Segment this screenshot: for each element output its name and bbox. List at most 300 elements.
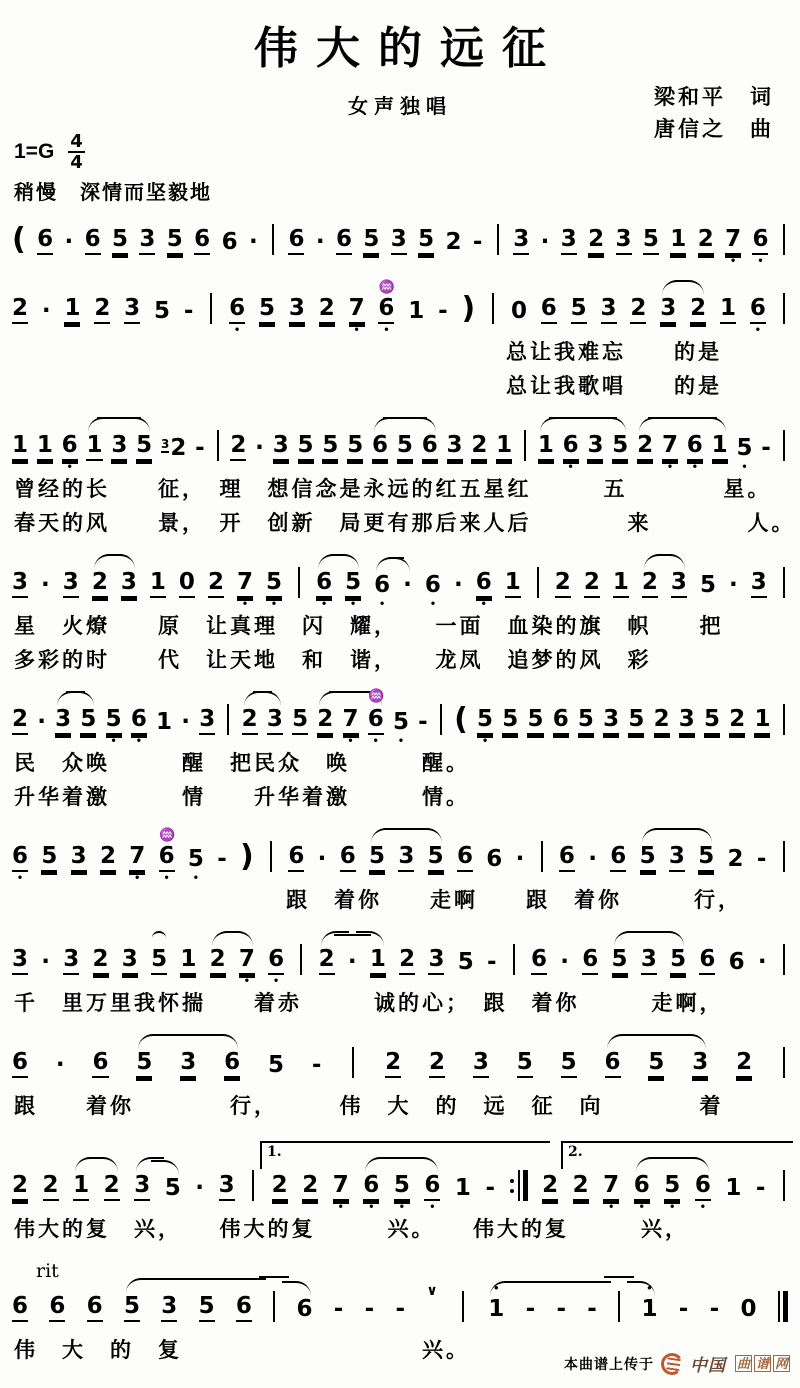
barline bbox=[780, 280, 788, 336]
augmentation-dot: · bbox=[540, 229, 550, 255]
barline bbox=[494, 211, 502, 267]
note: 1 bbox=[613, 556, 629, 610]
note: 6 • bbox=[374, 557, 390, 610]
low-octave-dot: • bbox=[235, 322, 240, 336]
note: 6 • bbox=[563, 417, 579, 473]
note: 3 bbox=[428, 933, 444, 987]
notation-line bbox=[8, 417, 792, 473]
dash: - bbox=[395, 1296, 406, 1322]
note: 2 bbox=[698, 213, 714, 267]
dash: - bbox=[526, 1281, 536, 1334]
notation-line bbox=[8, 1144, 792, 1213]
note: 5 bbox=[154, 298, 171, 324]
dash: - bbox=[438, 298, 448, 324]
note: 3 bbox=[587, 417, 603, 473]
note: ♒ 6 • bbox=[368, 691, 384, 747]
note: 6 • bbox=[130, 706, 147, 747]
note: 3 bbox=[111, 417, 127, 473]
barline bbox=[780, 828, 788, 884]
score-line bbox=[8, 1137, 792, 1247]
note: 3 bbox=[669, 828, 685, 884]
note: 3 bbox=[12, 933, 28, 987]
note: 6 bbox=[457, 830, 473, 884]
note: 5 • bbox=[266, 569, 283, 610]
note: 6 bbox=[582, 933, 598, 987]
note: 3 bbox=[122, 933, 138, 987]
note: 5 bbox=[167, 213, 183, 267]
high-octave-dot: • bbox=[494, 1280, 499, 1295]
dash: - bbox=[183, 298, 194, 324]
low-octave-dot: • bbox=[17, 870, 23, 884]
low-octave-dot: • bbox=[639, 1199, 644, 1213]
note: 6 bbox=[699, 933, 715, 987]
barline bbox=[249, 1157, 257, 1213]
time-signature-numerator: 4 bbox=[70, 131, 83, 152]
lyric-line: 星 火燎 原 让真理 闪 耀， 一面 血染的旗 帜 把 bbox=[14, 615, 724, 638]
barline bbox=[780, 417, 788, 473]
open-paren: ( bbox=[454, 702, 468, 737]
note: 5 bbox=[199, 1278, 215, 1334]
footer bbox=[564, 1351, 790, 1376]
barline bbox=[267, 828, 275, 884]
low-octave-dot: • bbox=[758, 253, 763, 267]
low-octave-dot: • bbox=[369, 1199, 374, 1213]
notation-line bbox=[8, 554, 792, 610]
dash: - bbox=[311, 1052, 322, 1078]
augmentation-dot: · bbox=[560, 949, 570, 975]
note: 6 bbox=[12, 1036, 28, 1090]
note: 3 bbox=[641, 931, 657, 987]
note: 6 • bbox=[229, 295, 246, 336]
low-octave-dot: • bbox=[351, 596, 356, 610]
note: 1 bbox=[754, 693, 770, 747]
mordent-icon: ♒ bbox=[158, 827, 175, 842]
note: 1 bbox=[370, 931, 386, 987]
low-octave-dot: • bbox=[568, 459, 573, 473]
barline bbox=[510, 931, 518, 987]
site-name-boxed-char: 谱 bbox=[755, 1356, 769, 1371]
low-octave-dot: • bbox=[430, 1199, 435, 1213]
lyric-line: 多彩的时 代 让天地 和 谐， 龙凤 追梦的风 彩 bbox=[14, 649, 652, 672]
note: 5 • bbox=[477, 706, 494, 747]
note: 5 bbox=[151, 931, 167, 987]
barline bbox=[780, 931, 788, 987]
note: 3 bbox=[134, 1157, 150, 1213]
note: 5 bbox=[612, 417, 628, 473]
score bbox=[8, 211, 796, 1368]
note: 6 • bbox=[634, 1157, 650, 1213]
header bbox=[8, 12, 792, 211]
score-line bbox=[8, 417, 796, 541]
note: 2 bbox=[637, 417, 653, 473]
subtitle: 女声独唱 bbox=[348, 96, 452, 118]
barline bbox=[618, 1276, 620, 1334]
lyric-line: 升华着激 情 升华着激 情。 bbox=[14, 786, 470, 809]
note: 1 bbox=[37, 419, 53, 473]
high-octave-dot: • bbox=[647, 1280, 652, 1295]
note: 3 bbox=[603, 693, 619, 747]
note: ♒ 6 • bbox=[158, 827, 175, 884]
note: 5 bbox=[698, 828, 714, 884]
note: 7 • bbox=[725, 226, 742, 267]
note: 2 bbox=[104, 1157, 120, 1213]
lyric-line: 跟 着你 走啊 跟 着你 行， bbox=[286, 889, 742, 912]
barline bbox=[538, 828, 546, 884]
score-line bbox=[8, 280, 792, 404]
note: 1 bbox=[408, 298, 425, 324]
note: 6 bbox=[422, 417, 438, 473]
note: 6 bbox=[288, 830, 304, 884]
note: 6 • bbox=[695, 1157, 711, 1213]
note: 5 bbox=[397, 417, 413, 473]
score-line bbox=[8, 1034, 792, 1124]
note: 5 bbox=[298, 419, 314, 473]
credit-composer: 唐信之 曲 bbox=[654, 118, 774, 141]
notation-line bbox=[8, 211, 792, 267]
notation-line bbox=[8, 931, 792, 987]
augmentation-dot: · bbox=[195, 1175, 205, 1201]
note: 5 bbox=[41, 830, 57, 884]
page-title: 伟大的远征 bbox=[254, 24, 564, 73]
note: 3 bbox=[55, 691, 71, 747]
low-octave-dot: • bbox=[609, 1199, 614, 1213]
score-line bbox=[8, 931, 792, 1021]
dash: - bbox=[195, 435, 205, 461]
note: 2 bbox=[208, 556, 224, 610]
note: 1 bbox=[73, 1157, 89, 1213]
note: 6 bbox=[340, 830, 356, 884]
augmentation-dot: · bbox=[64, 229, 74, 255]
note: 6 bbox=[336, 213, 352, 267]
low-octave-dot: • bbox=[399, 1199, 404, 1213]
note: 5 • bbox=[394, 1157, 410, 1213]
dash: - bbox=[556, 1281, 566, 1334]
note: 5 • bbox=[345, 554, 361, 610]
open-paren: ( bbox=[12, 222, 26, 257]
low-octave-dot: • bbox=[274, 973, 279, 987]
note: 6 bbox=[486, 846, 503, 872]
low-octave-dot: • bbox=[193, 870, 198, 884]
note: 2 bbox=[210, 931, 226, 987]
rest-note: 0 bbox=[510, 298, 527, 324]
note: 2 bbox=[399, 933, 415, 987]
note: 2 bbox=[319, 282, 335, 336]
score-line bbox=[8, 211, 792, 267]
low-octave-dot: • bbox=[321, 596, 327, 610]
note: 1 bbox=[64, 282, 80, 336]
note: 7 • bbox=[603, 1172, 620, 1213]
barline bbox=[295, 554, 303, 610]
augmentation-dot: · bbox=[37, 709, 46, 735]
note: 2 bbox=[319, 931, 335, 987]
low-octave-dot: • bbox=[430, 596, 436, 610]
volta-label: 1. bbox=[267, 1144, 282, 1160]
note: 2 bbox=[642, 554, 658, 610]
note: 6 bbox=[236, 1278, 252, 1334]
note: 6 • bbox=[475, 569, 492, 610]
lyric-line: 春天的风 景， 开 创新 局更有那后来人后 来 人。 bbox=[14, 512, 796, 535]
note: 5 bbox=[292, 693, 308, 747]
augmentation-dot: · bbox=[317, 846, 327, 872]
volta-label: 2. bbox=[568, 1144, 583, 1160]
note: 6 • bbox=[268, 946, 285, 987]
note: 7 • bbox=[662, 417, 678, 473]
note: 2 bbox=[654, 693, 670, 747]
note: 5 bbox=[363, 213, 379, 267]
note: 2 bbox=[573, 1159, 589, 1213]
note: 5 bbox=[699, 572, 716, 598]
low-octave-dot: • bbox=[482, 733, 488, 747]
dash: - bbox=[587, 1281, 597, 1334]
low-octave-dot: • bbox=[700, 1199, 705, 1213]
augmentation-dot: · bbox=[728, 572, 738, 598]
note: 3 bbox=[219, 1159, 235, 1213]
note: 5 bbox=[704, 693, 720, 747]
low-octave-dot: • bbox=[67, 459, 72, 473]
low-octave-dot: • bbox=[354, 322, 359, 336]
note: 2 bbox=[736, 1036, 752, 1090]
note: 5 bbox=[136, 1034, 152, 1090]
note: 3 bbox=[692, 1034, 708, 1090]
note: 5 • bbox=[392, 709, 409, 747]
note: 6 • bbox=[749, 295, 766, 336]
notation-line bbox=[8, 1034, 792, 1090]
note: 5 bbox=[428, 828, 444, 884]
note: 3 bbox=[139, 213, 155, 267]
note: 7 • bbox=[236, 569, 253, 610]
lyric-line: 总让我歌唱 的是 bbox=[506, 375, 722, 398]
note: 6 • bbox=[61, 432, 78, 473]
note: 6 • bbox=[316, 554, 332, 610]
tempo-marking: 稍慢 深情而坚毅地 bbox=[14, 182, 212, 204]
note: 5 bbox=[578, 693, 594, 747]
augmentation-dot: · bbox=[403, 557, 412, 610]
note: 5 bbox=[502, 693, 518, 747]
low-octave-dot: • bbox=[384, 322, 389, 336]
note: 3 bbox=[12, 556, 28, 610]
lyric-line: 曾经的长 征， 理 想信念是永远的红五星红 五 星。 bbox=[14, 478, 772, 501]
note: 7 • bbox=[129, 843, 146, 884]
note: 3 bbox=[671, 554, 687, 610]
note: 2 bbox=[12, 693, 28, 747]
credit-lyricist: 梁和平 词 bbox=[654, 86, 774, 109]
dash: - bbox=[333, 1296, 344, 1322]
note: 1 bbox=[496, 419, 512, 473]
note: 5 bbox=[165, 1160, 181, 1213]
notation-line bbox=[8, 688, 792, 747]
note: 5 bbox=[643, 213, 659, 267]
augmentation-dot: · bbox=[41, 298, 51, 324]
note: 2 bbox=[555, 556, 571, 610]
barline bbox=[780, 1157, 788, 1213]
dash: - bbox=[472, 229, 483, 255]
note: 2 bbox=[588, 213, 604, 267]
note: 2 bbox=[385, 1036, 401, 1090]
note: 2 bbox=[471, 419, 487, 473]
low-octave-dot: • bbox=[244, 973, 249, 987]
note: 2 bbox=[584, 556, 600, 610]
barline bbox=[437, 691, 445, 747]
note: 5 bbox=[124, 1278, 140, 1334]
note: 3 bbox=[161, 1278, 177, 1334]
note: 3 bbox=[660, 280, 676, 336]
note: ♒ 6 • bbox=[378, 279, 395, 336]
dash: - bbox=[709, 1296, 720, 1322]
notation-line bbox=[8, 280, 792, 336]
barline bbox=[349, 1034, 357, 1090]
note: 2 bbox=[94, 282, 110, 336]
barline bbox=[780, 554, 788, 610]
note: 3 bbox=[473, 1036, 489, 1090]
credits bbox=[654, 82, 774, 146]
note: 2 bbox=[690, 280, 706, 336]
note: 7 • bbox=[332, 1172, 349, 1213]
note: 6 bbox=[559, 830, 575, 884]
augmentation-dot: · bbox=[588, 846, 597, 872]
low-octave-dot: • bbox=[670, 1199, 675, 1213]
rest-note: 0 bbox=[179, 556, 195, 610]
site-name-boxed-char: 曲 bbox=[736, 1356, 750, 1371]
note: 5 bbox=[267, 1052, 284, 1078]
note: 5 • bbox=[664, 1157, 680, 1213]
note: 6 bbox=[553, 693, 569, 747]
note: 2 bbox=[242, 691, 258, 747]
score-line bbox=[8, 688, 792, 815]
mordent-icon: ♒ bbox=[378, 279, 395, 294]
barline bbox=[459, 1278, 467, 1334]
note: 6 • bbox=[687, 417, 703, 473]
note: 5 bbox=[670, 931, 686, 987]
notation-line bbox=[8, 828, 792, 884]
note: 3 bbox=[751, 556, 767, 610]
low-octave-dot: • bbox=[338, 1199, 343, 1213]
note: 2 bbox=[429, 1036, 445, 1090]
note: 2 bbox=[92, 554, 108, 610]
augmentation-dot: · bbox=[515, 846, 525, 872]
augmentation-dot: · bbox=[248, 229, 258, 255]
note: 3 bbox=[561, 213, 577, 267]
note: 5 bbox=[612, 931, 628, 987]
lyric-line: 民 众唤 醒 把民众 唤 醒。 bbox=[14, 752, 470, 775]
site-name-boxed-char: 网 bbox=[774, 1356, 788, 1371]
score-line bbox=[8, 828, 792, 918]
low-octave-dot: • bbox=[135, 870, 140, 884]
note: 3 2 bbox=[160, 435, 187, 461]
lyric-line: 伟大的复 兴， 伟大的复 兴。 伟大的复 兴， bbox=[14, 1218, 689, 1241]
low-octave-dot: • bbox=[667, 459, 673, 473]
note: 6 bbox=[372, 417, 388, 473]
note: 1 bbox=[720, 282, 736, 336]
note: 3 bbox=[71, 830, 87, 884]
note: 6 bbox=[541, 282, 557, 336]
note: 6 bbox=[728, 949, 745, 975]
augmentation-dot: · bbox=[315, 229, 325, 255]
low-octave-dot: • bbox=[398, 733, 404, 747]
note: 6 bbox=[610, 830, 626, 884]
barline bbox=[214, 417, 222, 473]
note: 5 bbox=[112, 213, 128, 267]
note: 6 bbox=[49, 1280, 65, 1334]
note: 6 bbox=[37, 213, 53, 267]
note: 2 bbox=[302, 1159, 318, 1213]
note: 2 bbox=[727, 846, 744, 872]
key-signature: 1=G bbox=[14, 140, 55, 163]
dash: - bbox=[678, 1296, 689, 1322]
low-octave-dot: • bbox=[730, 253, 736, 267]
lyric-line: 伟 大 的 复 兴。 bbox=[14, 1339, 470, 1362]
note: 3 bbox=[447, 419, 463, 473]
note: 3 bbox=[679, 693, 695, 747]
time-signature-denominator: 4 bbox=[70, 152, 83, 173]
dash: - bbox=[761, 435, 771, 461]
dash: - bbox=[756, 846, 767, 872]
note: 1 bbox=[12, 419, 28, 473]
note: 1 bbox=[670, 213, 686, 267]
barline bbox=[224, 691, 232, 747]
low-octave-dot: • bbox=[755, 322, 760, 336]
note: 5 • bbox=[187, 846, 204, 884]
site-name-cn: 中国 bbox=[689, 1356, 726, 1375]
breath-mark: ∨ bbox=[426, 1283, 438, 1299]
note: 6 • bbox=[424, 572, 441, 610]
note: 5 bbox=[640, 828, 656, 884]
lyric-line: 千 里万里我怀揣 着赤 诚的心； 跟 着你 走啊， bbox=[14, 992, 724, 1015]
note: 6 bbox=[288, 213, 304, 267]
note: 3 bbox=[63, 556, 79, 610]
note: 3 bbox=[398, 828, 414, 884]
note: 5 bbox=[136, 417, 152, 473]
note: 3 bbox=[273, 419, 289, 473]
note: 5 bbox=[648, 1034, 664, 1090]
note: 5 bbox=[561, 1036, 577, 1090]
note: 3 bbox=[180, 1034, 196, 1090]
note: • 1 bbox=[641, 1281, 657, 1334]
note: 6 • bbox=[424, 1157, 440, 1213]
low-octave-dot: • bbox=[742, 459, 747, 473]
note: 5 • bbox=[105, 706, 122, 747]
note: 3 bbox=[616, 213, 632, 267]
note: 5 bbox=[369, 828, 385, 884]
lyric-line: 跟 着你 行， 伟 大 的 远 征 向 着 bbox=[14, 1095, 724, 1118]
upload-note: 本曲谱上传于 bbox=[563, 1355, 654, 1372]
note: 6 bbox=[12, 1280, 28, 1334]
note: 5 bbox=[628, 693, 644, 747]
barline bbox=[269, 211, 277, 267]
low-octave-dot: • bbox=[164, 870, 169, 884]
note: 3 bbox=[391, 213, 407, 267]
site-name-boxed bbox=[733, 1355, 790, 1372]
low-octave-dot: • bbox=[136, 733, 141, 747]
note: 7 • bbox=[343, 691, 359, 747]
dash: - bbox=[364, 1296, 375, 1322]
note: 6 bbox=[605, 1034, 621, 1090]
note: 1 bbox=[86, 417, 102, 473]
note: 6 bbox=[531, 933, 547, 987]
low-octave-dot: • bbox=[692, 459, 697, 473]
augmentation-dot: · bbox=[348, 934, 357, 987]
close-paren: ) bbox=[461, 291, 476, 326]
note: 2 bbox=[542, 1159, 558, 1213]
note: 2 bbox=[272, 1159, 288, 1213]
note: 5 bbox=[347, 419, 363, 473]
note: 6 • bbox=[363, 1157, 379, 1213]
note: 5 bbox=[259, 282, 275, 336]
note: 2 bbox=[729, 693, 745, 747]
final-barline bbox=[778, 1278, 788, 1334]
note: 3 bbox=[513, 213, 529, 267]
note: 1 bbox=[505, 556, 521, 610]
note: 5 • bbox=[736, 435, 753, 473]
